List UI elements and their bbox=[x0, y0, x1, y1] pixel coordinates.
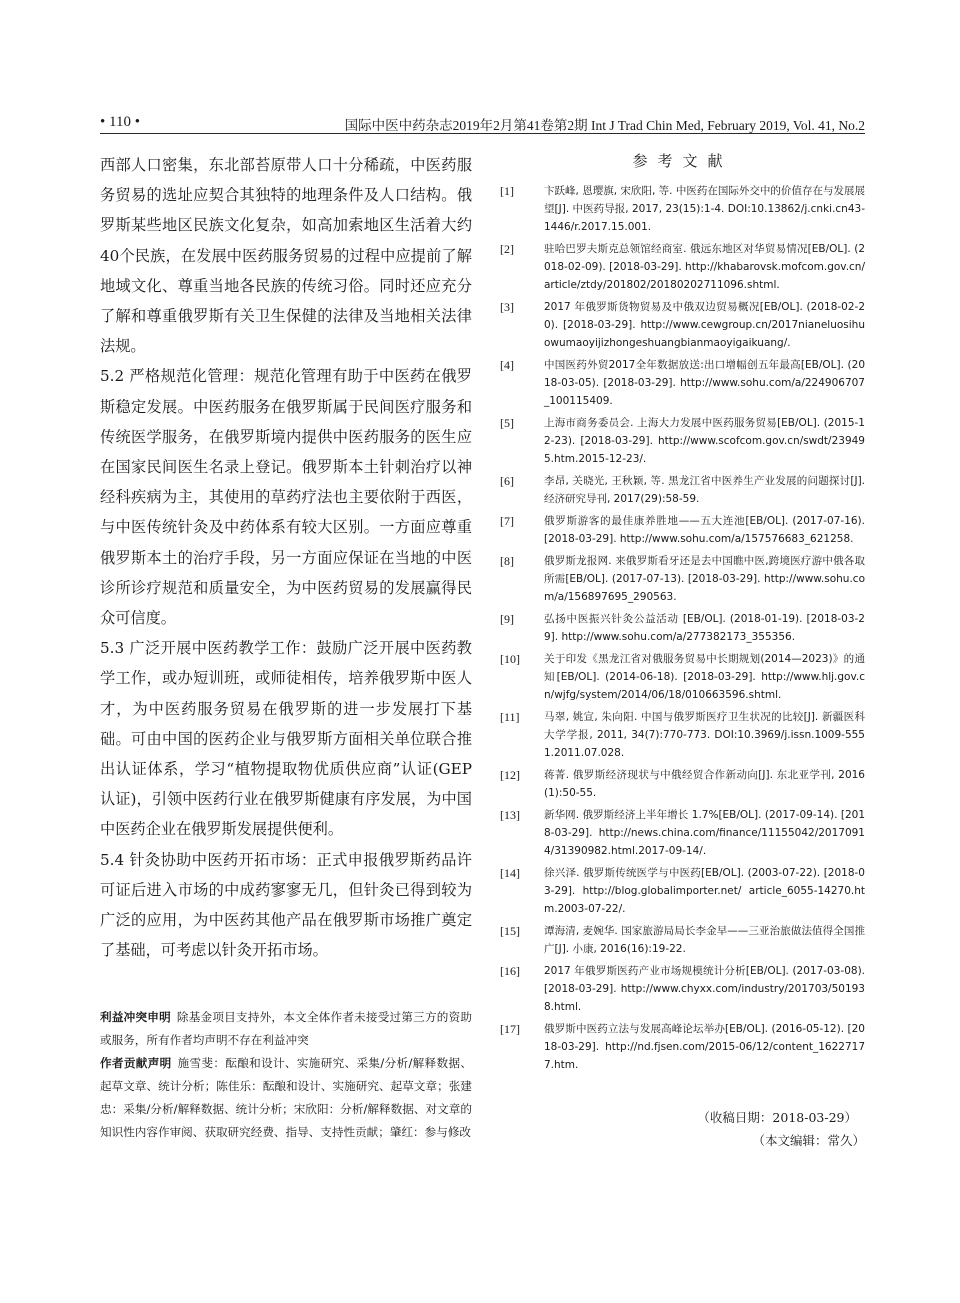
reference-number: [9] bbox=[500, 612, 514, 626]
reference-item bbox=[500, 922, 865, 958]
reference-item bbox=[500, 356, 865, 410]
reference-text: 中国医药外贸2017全年数据放送:出口增幅创五年最高[EB/OL]. (2018-03-05). [2018-03-29]. http://www.sohu.com/a/224906707_100115409. bbox=[544, 359, 865, 407]
references-column bbox=[500, 150, 865, 1078]
contribution-text: 施雪斐：酝酿和设计、实施研究、采集/分析/解释数据、起草文章、统计分析；陈佳乐：酝酿和设计、实施研究、起草文章；张建忠：采集/分析/解释数据、统计分析；宋欣阳：分析/解释数据、对文章的知识性内容作审阅、获取研究经费、指导、支持性贡献；肇红：参与修改 bbox=[100, 1056, 472, 1139]
reference-text: 驻哈巴罗夫斯克总领馆经商室. 俄远东地区对华贸易情况[EB/OL]. (2018-02-09). [2018-03-29]. http://khabarovsk.mofcom.gov.cn/article/ztdy/201802/20180202711096.shtml. bbox=[544, 243, 865, 291]
reference-item bbox=[500, 708, 865, 762]
reference-number: [7] bbox=[500, 514, 514, 528]
references-title: 参考文献 bbox=[632, 152, 733, 170]
body-paragraph: 西部人口密集，东北部苔原带人口十分稀疏，中医药服务贸易的选址应契合其独特的地理条件及人口结构。俄罗斯某些地区民族文化复杂，如高加索地区生活着大约40个民族，在发展中医药服务贸易的过程中应提前了解地域文化、尊重当地各民族的传统习俗。同时还应充分了解和尊重俄罗斯有关卫生保健的法律及当地相关法律法规。 bbox=[100, 156, 472, 356]
editor-note: （本文编辑：常久） bbox=[752, 1133, 865, 1148]
reference-number: [4] bbox=[500, 358, 514, 372]
reference-number: [13] bbox=[500, 808, 520, 822]
page-number: • 110 • bbox=[100, 114, 140, 130]
section-5-2-paragraph: 5.2 严格规范化管理：规范化管理有助于中医药在俄罗斯稳定发展。中医药服务在俄罗斯属于民间医疗服务和传统医学服务，在俄罗斯境内提供中医药服务的医生应在国家民间医生名录上登记。俄罗斯本土针刺治疗以神经科疾病为主，其使用的草药疗法也主要依附于西医，与中医传统针灸及中药体系有较大区别。一方面应尊重俄罗斯本土的治疗手段，另一方面应保证在当地的中医诊所诊疗规范和质量安全，为中医药贸易的发展赢得民众可信度。 bbox=[100, 367, 472, 628]
reference-text: 2017 年俄罗斯医药产业市场规模统计分析[EB/OL]. (2017-03-08). [2018-03-29]. http://www.chyxx.com/industry/201703/501938.html. bbox=[544, 965, 865, 1013]
reference-number: [17] bbox=[500, 1022, 520, 1036]
received-date: （收稿日期：2018-03-29） bbox=[697, 1110, 857, 1125]
reference-item bbox=[500, 298, 865, 352]
journal-citation: 国际中医中药杂志2019年2月第41卷第2期 Int J Trad Chin Med, February 2019, Vol. 41, No.2 bbox=[344, 118, 865, 133]
reference-number: [10] bbox=[500, 652, 520, 666]
reference-text: 马翠, 姚宣, 朱向阳. 中国与俄罗斯医疗卫生状况的比较[J]. 新疆医科大学学报, 2011, 34(7):770-773. DOI:10.3969/j.issn.1009-5551.2011.07.028. bbox=[544, 711, 865, 759]
reference-item bbox=[500, 182, 865, 236]
contribution-statement bbox=[100, 1052, 472, 1144]
reference-number: [5] bbox=[500, 416, 514, 430]
reference-item bbox=[500, 650, 865, 704]
reference-text: 上海市商务委员会. 上海大力发展中医药服务贸易[EB/OL]. (2015-12-23). [2018-03-29]. http://www.scofcom.gov.cn/swdt/239495.htm.2015-12-23/. bbox=[544, 417, 865, 465]
reference-text: 谭海清, 麦婉华. 国家旅游局局长李金早——三亚治旅做法值得全国推广[J]. 小康, 2016(16):19-22. bbox=[544, 925, 865, 955]
reference-item bbox=[500, 240, 865, 294]
reference-text: 李昂, 关晓光, 王秋颖, 等. 黑龙江省中医养生产业发展的问题探讨[J]. 经济研究导刊, 2017(29):58-59. bbox=[544, 475, 865, 505]
reference-item bbox=[500, 864, 865, 918]
reference-number: [3] bbox=[500, 300, 514, 314]
reference-number: [2] bbox=[500, 242, 514, 256]
section-5-4-paragraph: 5.4 针灸协助中医药开拓市场：正式申报俄罗斯药品许可证后进入市场的中成药寥寥无几，但针灸已得到较为广泛的应用，为中医药其他产品在俄罗斯市场推广奠定了基础，可考虑以针灸开拓市场。 bbox=[100, 850, 472, 960]
article-footer bbox=[560, 1106, 865, 1152]
reference-text: 蒋菁. 俄罗斯经济现状与中俄经贸合作新动向[J]. 东北亚学刊, 2016(1):50-55. bbox=[544, 769, 865, 799]
reference-item bbox=[500, 766, 865, 802]
reference-text: 关于印发《黑龙江省对俄服务贸易中长期规划(2014—2023)》的通知[EB/OL]. (2014-06-18). [2018-03-29]. http://www.hlj.gov.cn/wjfg/system/2014/06/18/010663596.shtml. bbox=[544, 653, 865, 701]
reference-number: [15] bbox=[500, 924, 520, 938]
reference-item bbox=[500, 962, 865, 1016]
header-rule bbox=[100, 133, 865, 134]
reference-text: 徐兴泽. 俄罗斯传统医学与中医药[EB/OL]. (2003-07-22). [2018-03-29]. http://blog.globalimporter.net/ article_6055-14270.htm.2003-07-22/. bbox=[544, 867, 865, 915]
reference-text: 卞跃峰, 恩璎旗, 宋欣阳, 等. 中医药在国际外交中的价值存在与发展展望[J]. 中医药导报, 2017, 23(15):1-4. DOI:10.13862/j.cnki.cn43-1446/r.2017.15.001. bbox=[544, 185, 865, 233]
reference-number: [12] bbox=[500, 768, 520, 782]
reference-item bbox=[500, 512, 865, 548]
reference-text: 俄罗斯龙报网. 来俄罗斯看牙还是去中国瞧中医,跨境医疗游中俄各取所需[EB/OL]. (2017-07-13). [2018-03-29]. http://www.sohu.com/a/156897695_290563. bbox=[544, 555, 865, 603]
reference-item bbox=[500, 806, 865, 860]
body-left-column bbox=[100, 150, 472, 965]
conflict-text: 除基金项目支持外，本文全体作者未接受过第三方的资助或服务，所有作者均声明不存在利益冲突 bbox=[100, 1010, 472, 1047]
reference-text: 俄罗斯游客的最佳康养胜地——五大连池[EB/OL]. (2017-07-16). [2018-03-29]. http://www.sohu.com/a/157576683_621258. bbox=[544, 515, 865, 545]
reference-number: [1] bbox=[500, 184, 514, 198]
conflict-label: 利益冲突申明 bbox=[100, 1010, 171, 1024]
reference-text: 新华网. 俄罗斯经济上半年增长 1.7%[EB/OL]. (2017-09-14). [2018-03-29]. http://news.china.com/finance/11155042/20170914/31390982.html.2017-09-14/. bbox=[544, 809, 865, 857]
reference-text: 弘扬中医振兴针灸公益活动 [EB/OL]. (2018-01-19). [2018-03-29]. http://www.sohu.com/a/277382173_355356. bbox=[544, 613, 865, 643]
contribution-label: 作者贡献声明 bbox=[100, 1056, 172, 1070]
reference-item bbox=[500, 610, 865, 646]
reference-number: [8] bbox=[500, 554, 514, 568]
reference-text: 俄罗斯中医药立法与发展高峰论坛举办[EB/OL]. (2016-05-12). [2018-03-29]. http://nd.fjsen.com/2015-06/12/content_16227177.htm. bbox=[544, 1023, 865, 1071]
reference-number: [16] bbox=[500, 964, 520, 978]
reference-number: [14] bbox=[500, 866, 520, 880]
declarations bbox=[100, 1006, 472, 1144]
reference-text: 2017 年俄罗斯货物贸易及中俄双边贸易概况[EB/OL]. (2018-02-20). [2018-03-29]. http://www.cewgroup.cn/2017nianeluosihuowumaoyijizhongeshuangbianmaoyigaikuang/. bbox=[544, 301, 865, 349]
reference-number: [11] bbox=[500, 710, 520, 724]
reference-item bbox=[500, 1020, 865, 1074]
reference-item bbox=[500, 552, 865, 606]
reference-item bbox=[500, 472, 865, 508]
reference-number: [6] bbox=[500, 474, 514, 488]
reference-item bbox=[500, 414, 865, 468]
conflict-statement bbox=[100, 1006, 472, 1052]
section-5-3-paragraph: 5.3 广泛开展中医药教学工作：鼓励广泛开展中医药教学工作，或办短训班，或师徒相传，培养俄罗斯中医人才，为中医药服务贸易在俄罗斯的进一步发展打下基础。可由中国的医药企业与俄罗斯方面相关单位联合推出认证体系，学习“植物提取物优质供应商”认证(GEP认证)，引领中医药行业在俄罗斯健康有序发展，为中国中医药企业在俄罗斯发展提供便利。 bbox=[100, 639, 472, 839]
